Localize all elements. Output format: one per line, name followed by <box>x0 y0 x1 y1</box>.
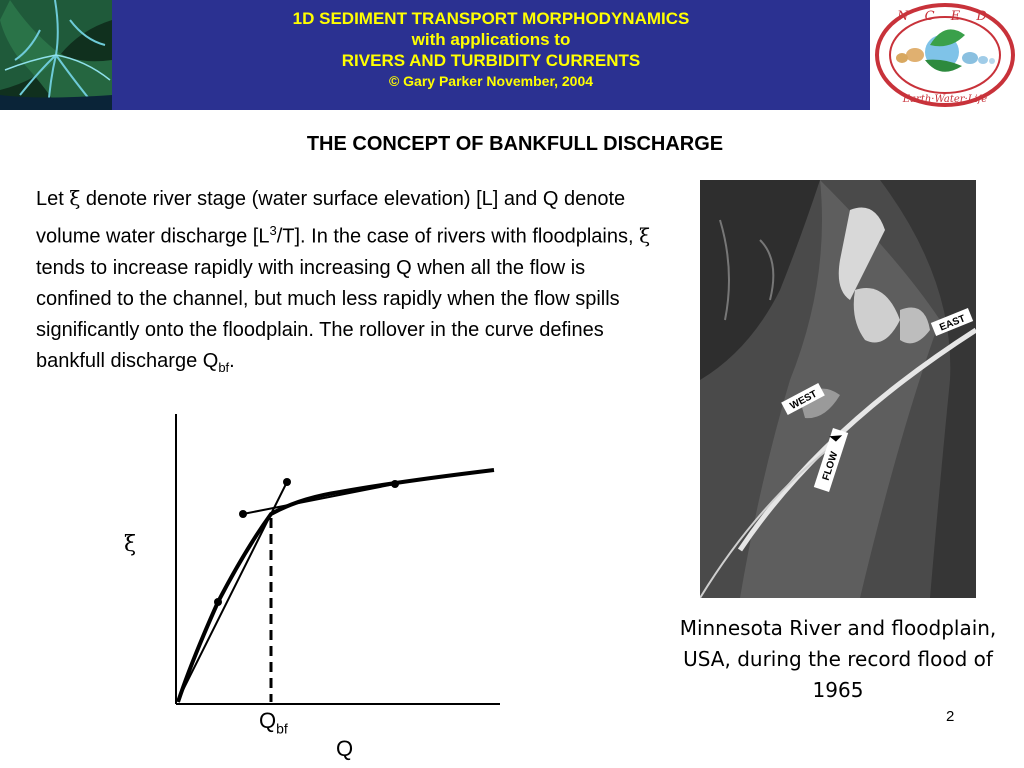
q-bf-main: Q <box>259 708 277 733</box>
superscript-3: 3 <box>269 223 277 238</box>
slide-title: THE CONCEPT OF BANKFULL DISCHARGE <box>306 133 724 155</box>
curve-point <box>391 480 399 488</box>
minnesota-river-photo <box>700 180 976 598</box>
xi-symbol: ξ <box>69 186 81 210</box>
body-text-5: . <box>229 349 235 372</box>
curve-point <box>214 598 222 606</box>
body-text-3: /T]. In the case of rivers with floodplains, <box>276 225 640 248</box>
page-number: 2 <box>946 708 955 725</box>
flow-label: FLOW <box>820 450 841 482</box>
west-label: WEST <box>788 388 820 412</box>
header-title-line3: RIVERS AND TURBIDITY CURRENTS <box>341 51 641 70</box>
logo-ring-text: N C E D <box>897 9 993 24</box>
floodplain-tangent-line <box>243 484 395 514</box>
xi-symbol: ξ <box>639 223 651 248</box>
rating-curve <box>178 470 494 702</box>
photo-caption: Minnesota River and floodplain, USA, during the record flood of 1965 <box>679 616 997 702</box>
body-text-4: tends to increase rapidly with increasing Q when all the flow is confined to the channel, but much less rapidly when the flow spills significantly onto the floodplain. The rollover in the curve defines bankfull discharge Q <box>36 256 620 372</box>
x-axis-label: Q <box>336 736 354 761</box>
east-label: EAST <box>938 313 967 334</box>
q-bf-sub: bf <box>276 720 288 737</box>
subscript-bf: bf <box>218 359 230 375</box>
body-text-2: denote river stage (water surface elevation) [L] and Q denote volume water discharge [L <box>36 188 626 248</box>
curve-point <box>283 478 291 486</box>
y-axis-label: ξ <box>124 532 137 557</box>
header-title-line2: with applications to <box>411 30 571 49</box>
q-bf-label <box>259 708 288 736</box>
logo-ring-subtext: Earth·Water·Life <box>902 94 988 105</box>
curve-point <box>239 510 247 518</box>
body-text-1: Let <box>36 188 70 210</box>
header-copyright: © Gary Parker November, 2004 <box>388 73 594 89</box>
header-title-line1: 1D SEDIMENT TRANSPORT MORPHODYNAMICS <box>292 9 690 28</box>
